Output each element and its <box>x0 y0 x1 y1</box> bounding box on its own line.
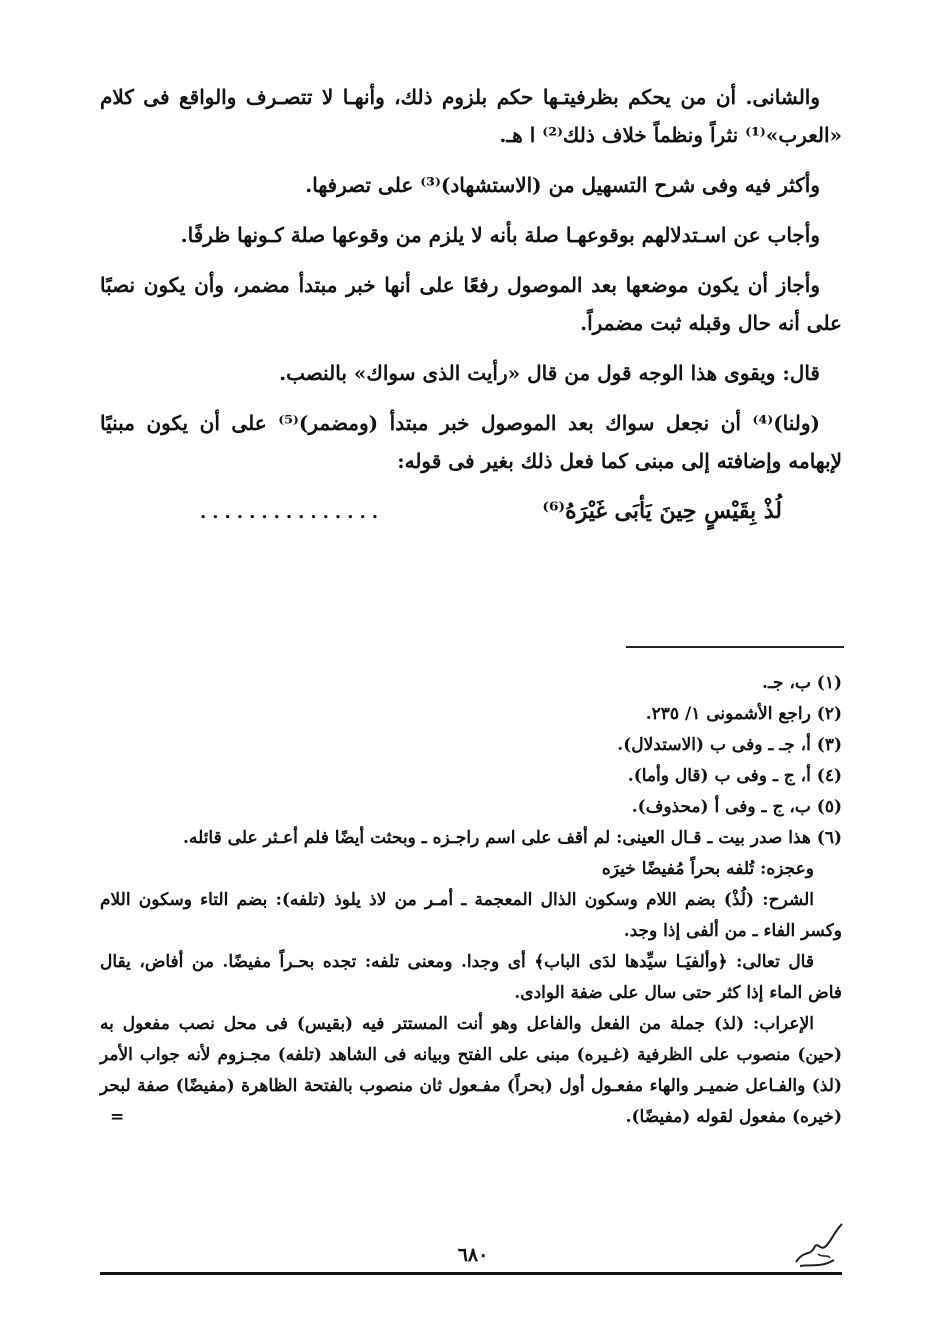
footnote-1: (١) ب، جـ. <box>762 673 842 693</box>
paragraph-1: والشانى. أن من يحكم بظرفيتـها حكم بلزوم ذلك، وأنهـا لا تتصـرف والواقع فى كلام «العرب»⁽¹⁾ نثراً ونظماً خلاف ذلك⁽²⁾ ا هـ. <box>100 85 842 147</box>
paragraph-2: وأكثر فيه وفى شرح التسهيل من (الاستشهاد)⁽³⁾ على تصرفها. <box>305 173 820 197</box>
verse-text: لُذْ بِقَيْسٍ حِينَ يَأبَى غَيْرَهُ⁽⁶⁾ <box>542 498 782 524</box>
paragraph-3: وأجاب عن اسـتدلالهم بوقوعهـا صلة بأنه لا يلزم من وقوعها صلة كـونها ظرفًا. <box>180 223 820 247</box>
footnote-5: (٥) ب، ج ـ وفى أ (محذوف). <box>631 797 842 817</box>
handwritten-signature <box>790 1210 850 1274</box>
paragraph-4: وأجاز أن يكون موضعها بعد الموصول رفعًا على أنها خبر مبتدأ مضمر، وأن يكون نصبًا على أنه حال وقبله ثبت مضمراً. <box>100 273 842 335</box>
footnote-3: (٣) أ، جـ ـ وفى ب (الاستدلال). <box>617 735 842 755</box>
footnote-6: (٦) هذا صدر بيت ـ قـال العينى: لم أقف على اسم راجـزه ـ وبحثت أيضًا فلم أعـثر على قائله. <box>183 828 842 848</box>
page-number: ٦٨٠ <box>457 1244 489 1266</box>
verse-line <box>200 492 782 532</box>
footnotes <box>100 668 842 1133</box>
continuation-mark: = <box>110 1107 125 1127</box>
footnote-6-ajz: وعجزه: تُلفه بحراً مُفيضًا خيرَه <box>601 859 814 879</box>
footnote-6-irab <box>100 1009 842 1133</box>
footnote-6-sharh: الشرح: (لُذْ) بضم اللام وسكون الذال المعجمة ـ أمـر من لاذ يلوذ (تلفه): بضم التاء وسكون اللام وكسر الفاء ـ من ألفى إذا وجد. <box>100 890 842 941</box>
signature-icon <box>790 1210 850 1274</box>
footnote-6-irab-text: الإعراب: (لذ) جملة من الفعل والفاعل وهو أنت المستتر فيه (بقيس) فى محل نصب مفعول به (حين) منصوب على الظرفية (غـيره) مبنى على الفتح وبيانه فى الشاهد (تلفه) مجـزوم لأنه جواب الأمر (لذ) والفـاعل ضميـر والهاء مفعـول أول (بحراً) مفـعول ثان منصوب بالفتحة الظاهرة (مفيضًا) صفة لبحر (خيره) مفعول لقوله (مفيضًا). <box>100 1014 842 1127</box>
footnote-4: (٤) أ، ج ـ وفى ب (قال وأما). <box>627 766 842 786</box>
footnote-divider <box>626 646 844 648</box>
paragraph-6: (ولنا)⁽⁴⁾ أن نجعل سواك بعد الموصول خبر مبتدأ (ومضمر)⁽⁵⁾ على أن يكون مبنيًا لإبهامه وإضافته إلى مبنى كما فعل ذلك بغير فى قوله: <box>100 411 842 473</box>
main-text <box>100 78 842 532</box>
bottom-rule <box>100 1272 842 1275</box>
footnote-6-qala: قال تعالى: ﴿وألفيَـا سيِّدها لدَى الباب﴾ أى وجدا. ومعنى تلفه: تجده بحـراً مفيضًا. من أفاض، يقال فاض الماء إذا كثر حتى سال على ضفة الوادى. <box>100 952 842 1003</box>
footnote-2: (٢) راجع الأشمونى ١/ ٢٣٥. <box>645 704 842 724</box>
verse-ellipsis: ............... <box>200 502 384 523</box>
paragraph-5: قال: ويقوى هذا الوجه قول من قال «رأيت الذى سواك» بالنصب. <box>279 361 820 385</box>
